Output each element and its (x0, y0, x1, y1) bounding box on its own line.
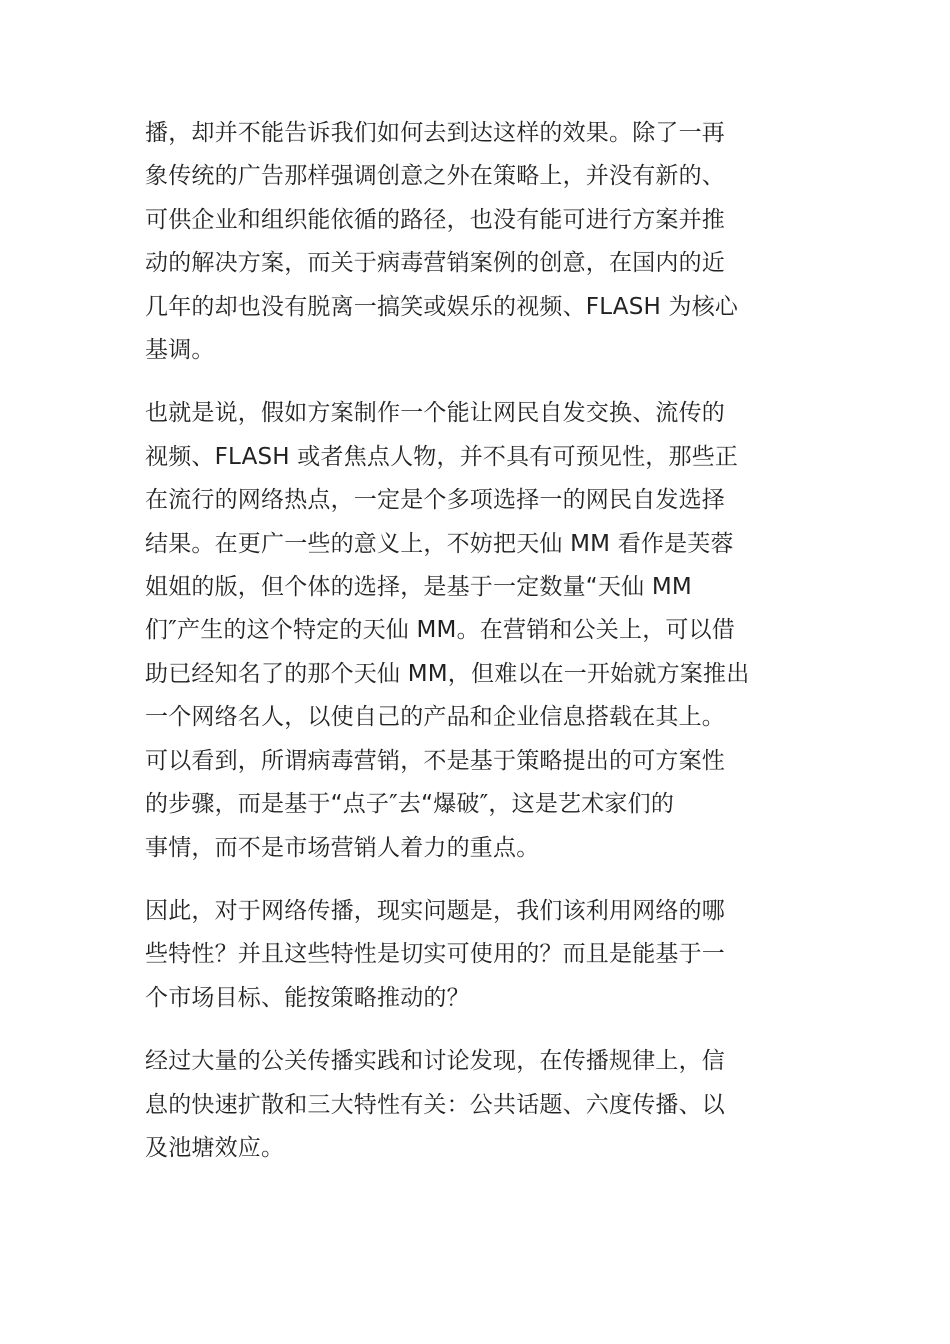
body-text (145, 112, 810, 1190)
text-line: 象传统的广告那样强调创意之外在策略上，并没有新的、 (145, 163, 725, 190)
paragraph (145, 890, 810, 1020)
text-line: 的步骤，而是基于“点子″去“爆破″，这是艺术家们的 (145, 791, 675, 818)
text-line: 助已经知名了的那个天仙 MM，但难以在一开始就方案推出 (145, 660, 750, 687)
text-line: 姐姐的版，但个体的选择，是基于一定数量“天仙 MM (145, 574, 692, 601)
text-line: 事情，而不是市场营销人着力的重点。 (145, 834, 540, 861)
text-line: 息的快速扩散和三大特性有关：公共话题、六度传播、以 (145, 1091, 725, 1118)
text-line: 几年的却也没有脱离一搞笑或娱乐的视频、FLASH 为核心 (145, 293, 739, 320)
text-line: 在流行的网络热点，一定是个多项选择一的网民自发选择 (145, 487, 725, 514)
text-line: 们″产生的这个特定的天仙 MM。在营销和公关上，可以借 (145, 617, 735, 644)
text-line: 基调。 (145, 337, 215, 364)
text-line: 可以看到，所谓病毒营销，不是基于策略提出的可方案性 (145, 747, 725, 774)
text-line: 因此，对于网络传播，现实问题是，我们该利用网络的哪 (145, 897, 725, 924)
text-line: 及池塘效应。 (145, 1134, 285, 1161)
paragraph (145, 112, 810, 372)
text-line: 些特性？并且这些特性是切实可使用的？而且是能基于一 (145, 941, 725, 968)
text-line: 也就是说，假如方案制作一个能让网民自发交换、流传的 (145, 400, 725, 427)
paragraph (145, 1040, 810, 1170)
text-line: 视频、FLASH 或者焦点人物，并不具有可预见性，那些正 (145, 443, 739, 470)
text-line: 个市场目标、能按策略推动的？ (145, 984, 470, 1011)
text-line: 一个网络名人，以使自己的产品和企业信息搭载在其上。 (145, 704, 725, 731)
paragraph (145, 392, 810, 869)
text-line: 结果。在更广一些的意义上，不妨把天仙 MM 看作是芙蓉 (145, 530, 734, 557)
text-line: 经过大量的公关传播实践和讨论发现，在传播规律上，信 (145, 1048, 725, 1075)
text-line: 动的解决方案，而关于病毒营销案例的创意，在国内的近 (145, 250, 725, 277)
text-line: 可供企业和组织能依循的路径，也没有能可进行方案并推 (145, 206, 725, 233)
text-line: 播，却并不能告诉我们如何去到达这样的效果。除了一再 (145, 120, 725, 146)
